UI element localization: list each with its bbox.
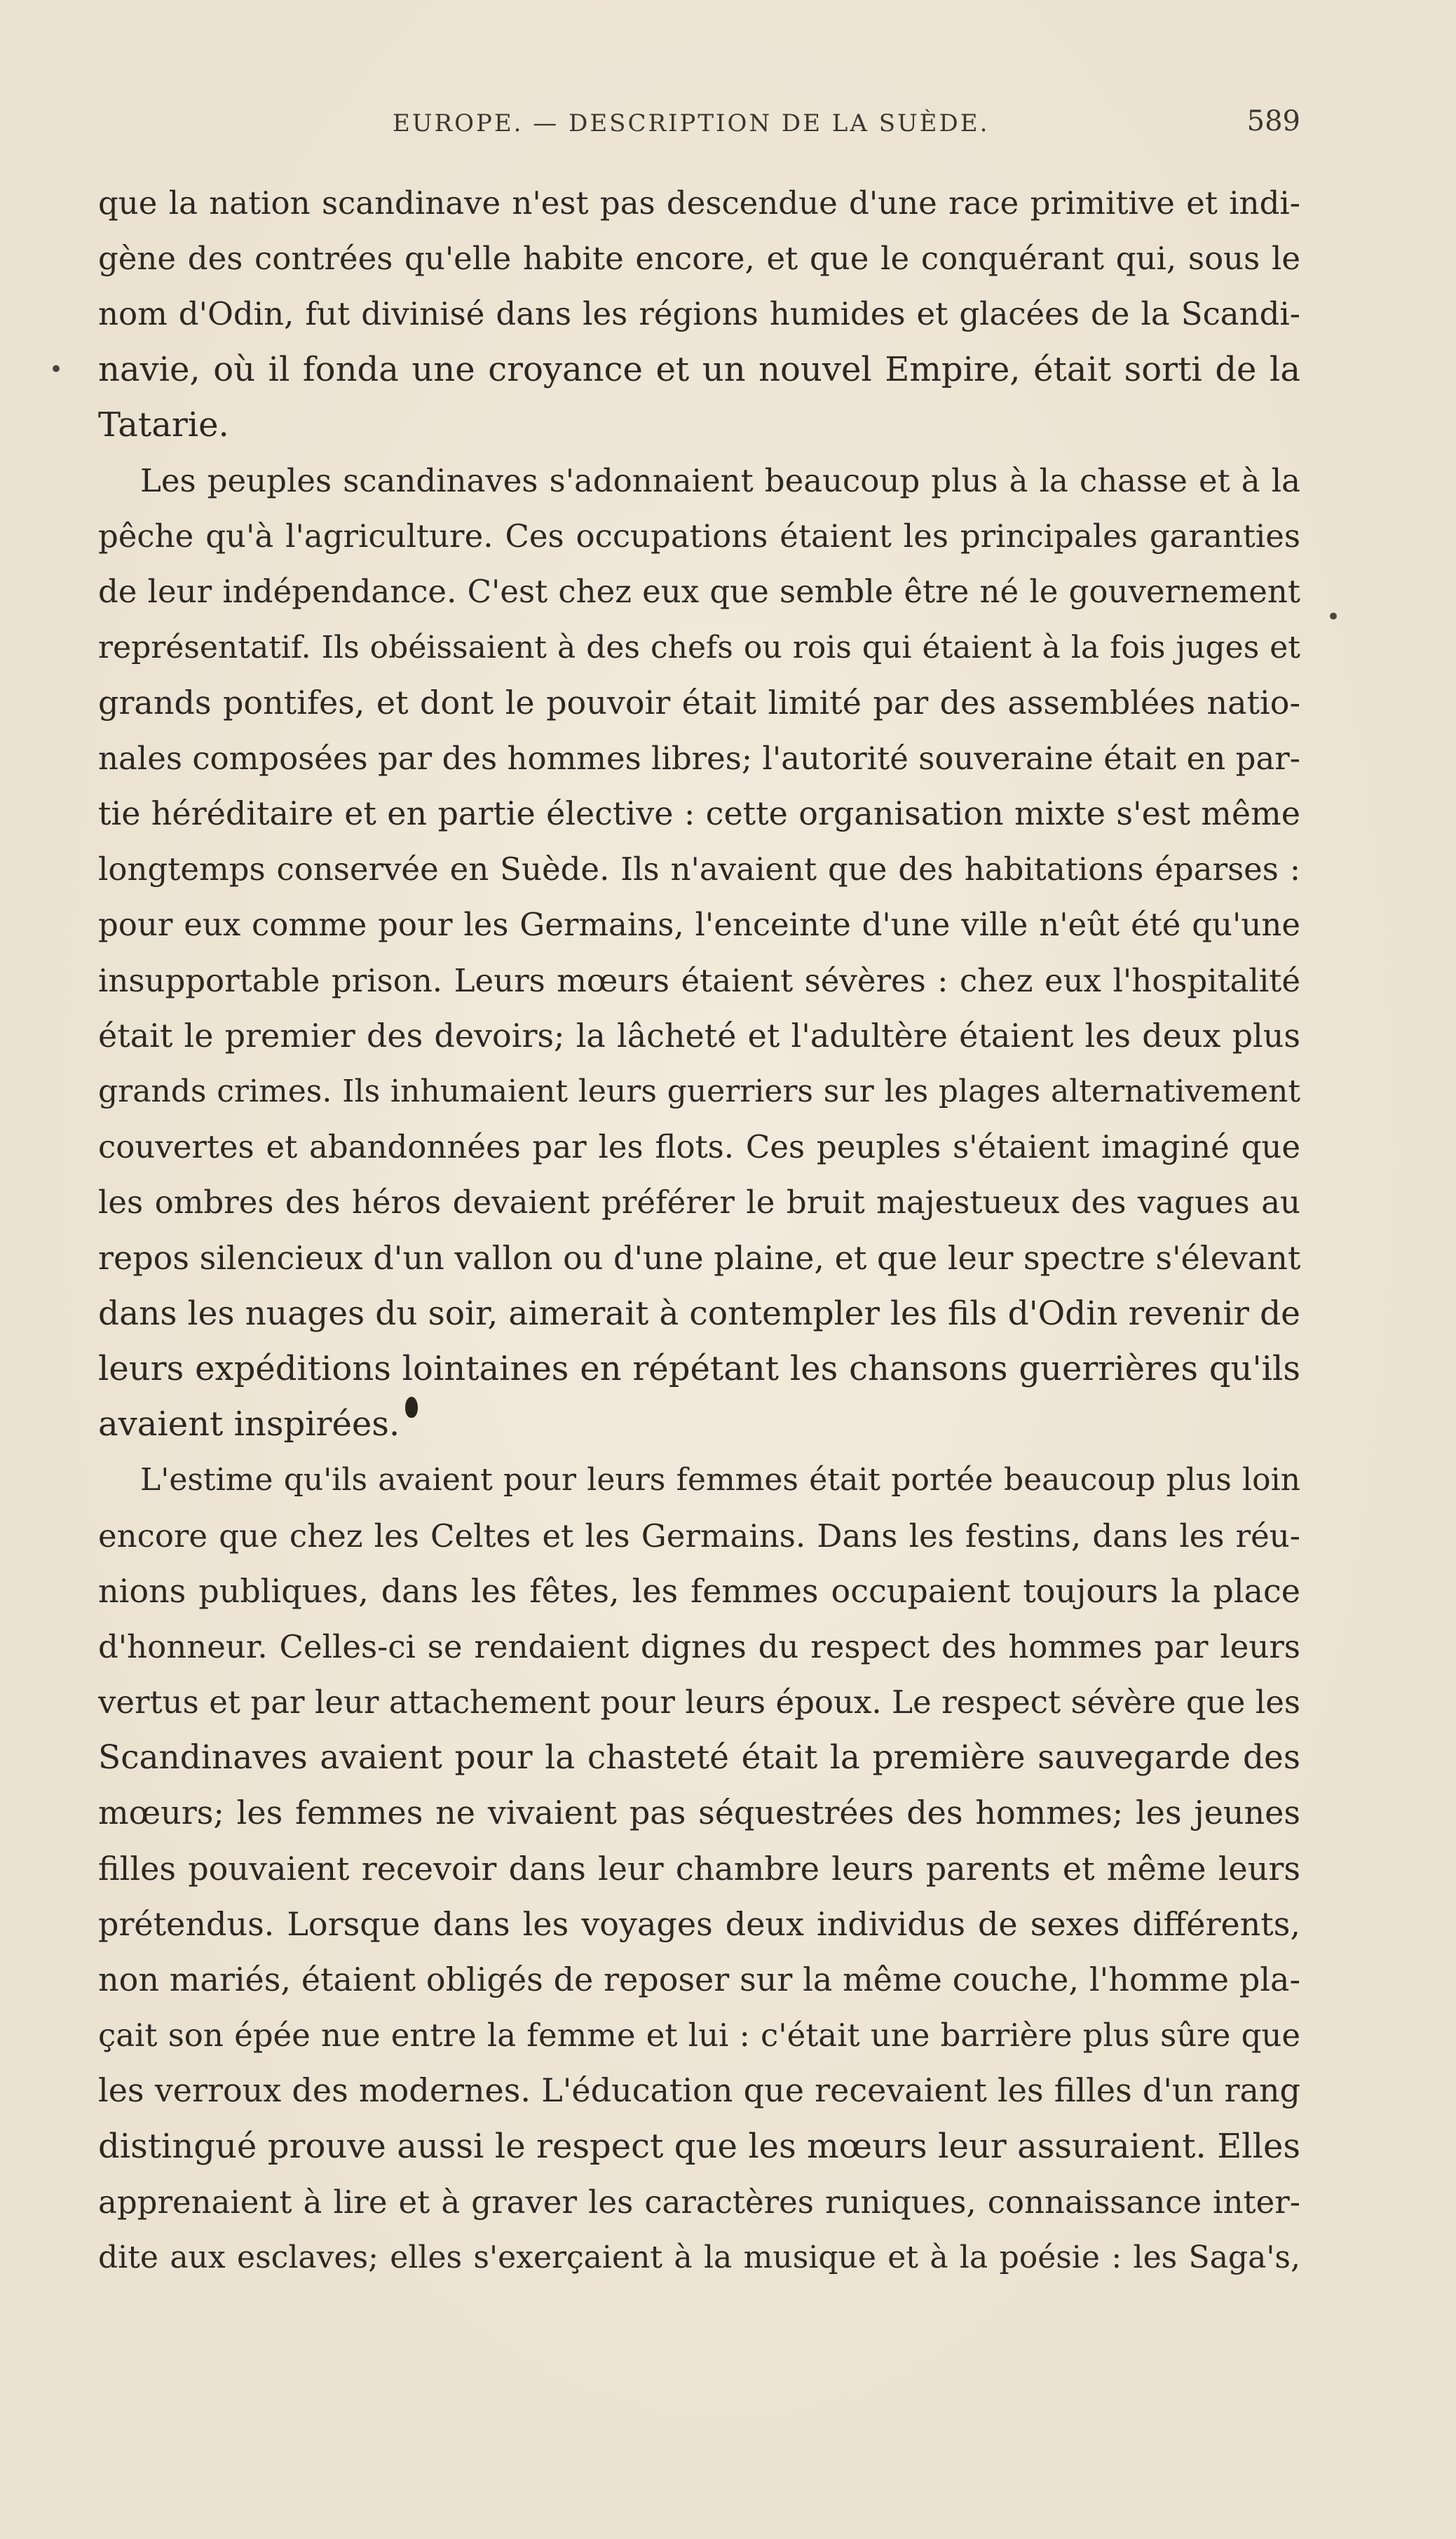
text-line: encore que chez les Celtes et les Germains. Dans les festins, dans les réu- [98,1517,1300,1555]
text-line: distingué prouve aussi le respect que les mœurs leur assuraient. Elles [98,2126,1300,2166]
text-line: était le premier des devoirs; la lâcheté et l'adultère étaient les deux plus [98,1016,1300,1055]
text-line: insupportable prison. Leurs mœurs étaient sévères : chez eux l'hospitalité [98,961,1300,999]
text-line: les verroux des modernes. L'éducation que recevaient les filles d'un rang [98,2071,1300,2110]
running-head: EUROPE. — DESCRIPTION DE LA SUÈDE. [393,109,990,137]
text-line: de leur indépendance. C'est chez eux que semble être né le gouvernement [98,573,1300,611]
margin-dot-left: • [49,356,64,384]
text-line: non mariés, étaient obligés de reposer sur la même couche, l'homme pla- [98,1961,1300,1998]
text-line: navie, où il fonda une croyance et un nouvel Empire, était sorti de la [98,349,1300,389]
text-line: avaient inspirées. [98,1404,400,1444]
text-line: couvertes et abandonnées par les flots. Ces peuples s'étaient imaginé que [98,1128,1300,1166]
text-line: d'honneur. Celles-ci se rendaient dignes du respect des hommes par leurs [98,1627,1300,1665]
text-line: apprenaient à lire et à graver les caractères runiques, connaissance inter- [98,2183,1300,2221]
margin-dot-right: • [1326,603,1341,631]
text-line: nales composées par des hommes libres; l'autorité souveraine était en par- [98,739,1300,777]
text-line: Les peuples scandinaves s'adonnaient beaucoup plus à la chasse et à la [140,461,1300,499]
text-line: tie héréditaire et en partie élective : cette organisation mixte s'est même [98,794,1300,833]
text-line: que la nation scandinave n'est pas descendue d'une race primitive et indi- [98,184,1300,222]
text-line: Scandinaves avaient pour la chasteté était la première sauvegarde des [98,1738,1300,1778]
page-number: 589 [1246,105,1300,137]
text-line: leurs expéditions lointaines en répétant les chansons guerrières qu'ils [98,1348,1300,1388]
page-header [393,105,1300,154]
text-line: grands crimes. Ils inhumaient leurs guerriers sur les plages alternativement [98,1074,1300,1109]
text-line: grands pontifes, et dont le pouvoir était limité par des assemblées natio- [98,683,1300,722]
text-line: L'estime qu'ils avaient pour leurs femmes était portée beaucoup plus loin [140,1462,1300,1498]
text-line: mœurs; les femmes ne vivaient pas séquestrées des hommes; les jeunes [98,1794,1300,1832]
body-text [98,175,1300,2285]
text-line: dans les nuages du soir, aimerait à contempler les fils d'Odin revenir de [98,1294,1300,1333]
text-line: prétendus. Lorsque dans les voyages deux individus de sexes différents, [98,1904,1300,1943]
text-line: pour eux comme pour les Germains, l'enceinte d'une ville n'eût été qu'une [98,906,1300,944]
text-line: longtemps conservée en Suède. Ils n'avaient que des habitations éparses : [98,851,1300,888]
text-line: Tatarie. [98,405,229,445]
text-line: représentatif. Ils obéissaient à des chefs ou rois qui étaient à la fois juges et [98,629,1300,665]
text-line: dite aux esclaves; elles s'exerçaient à la musique et à la poésie : les Saga's, [98,2239,1300,2275]
text-line: repos silencieux d'un vallon ou d'une plaine, et que leur spectre s'élevant [98,1238,1300,1277]
text-line: çait son épée nue entre la femme et lui : c'était une barrière plus sûre que [98,2017,1300,2054]
text-line: pêche qu'à l'agriculture. Ces occupations étaient les principales garanties [98,517,1300,555]
text-line: vertus et par leur attachement pour leurs époux. Le respect sévère que les [98,1684,1300,1721]
text-line: nions publiques, dans les fêtes, les femmes occupaient toujours la place [98,1571,1300,1610]
text-line: gène des contrées qu'elle habite encore, et que le conquérant qui, sous le [98,240,1300,278]
text-line: filles pouvaient recevoir dans leur chambre leurs parents et même leurs [98,1849,1300,1888]
text-line: nom d'Odin, fut divinisé dans les régions humides et glacées de la Scandi- [98,295,1300,333]
text-line: les ombres des héros devaient préférer le bruit majestueux des vagues au [98,1184,1300,1221]
